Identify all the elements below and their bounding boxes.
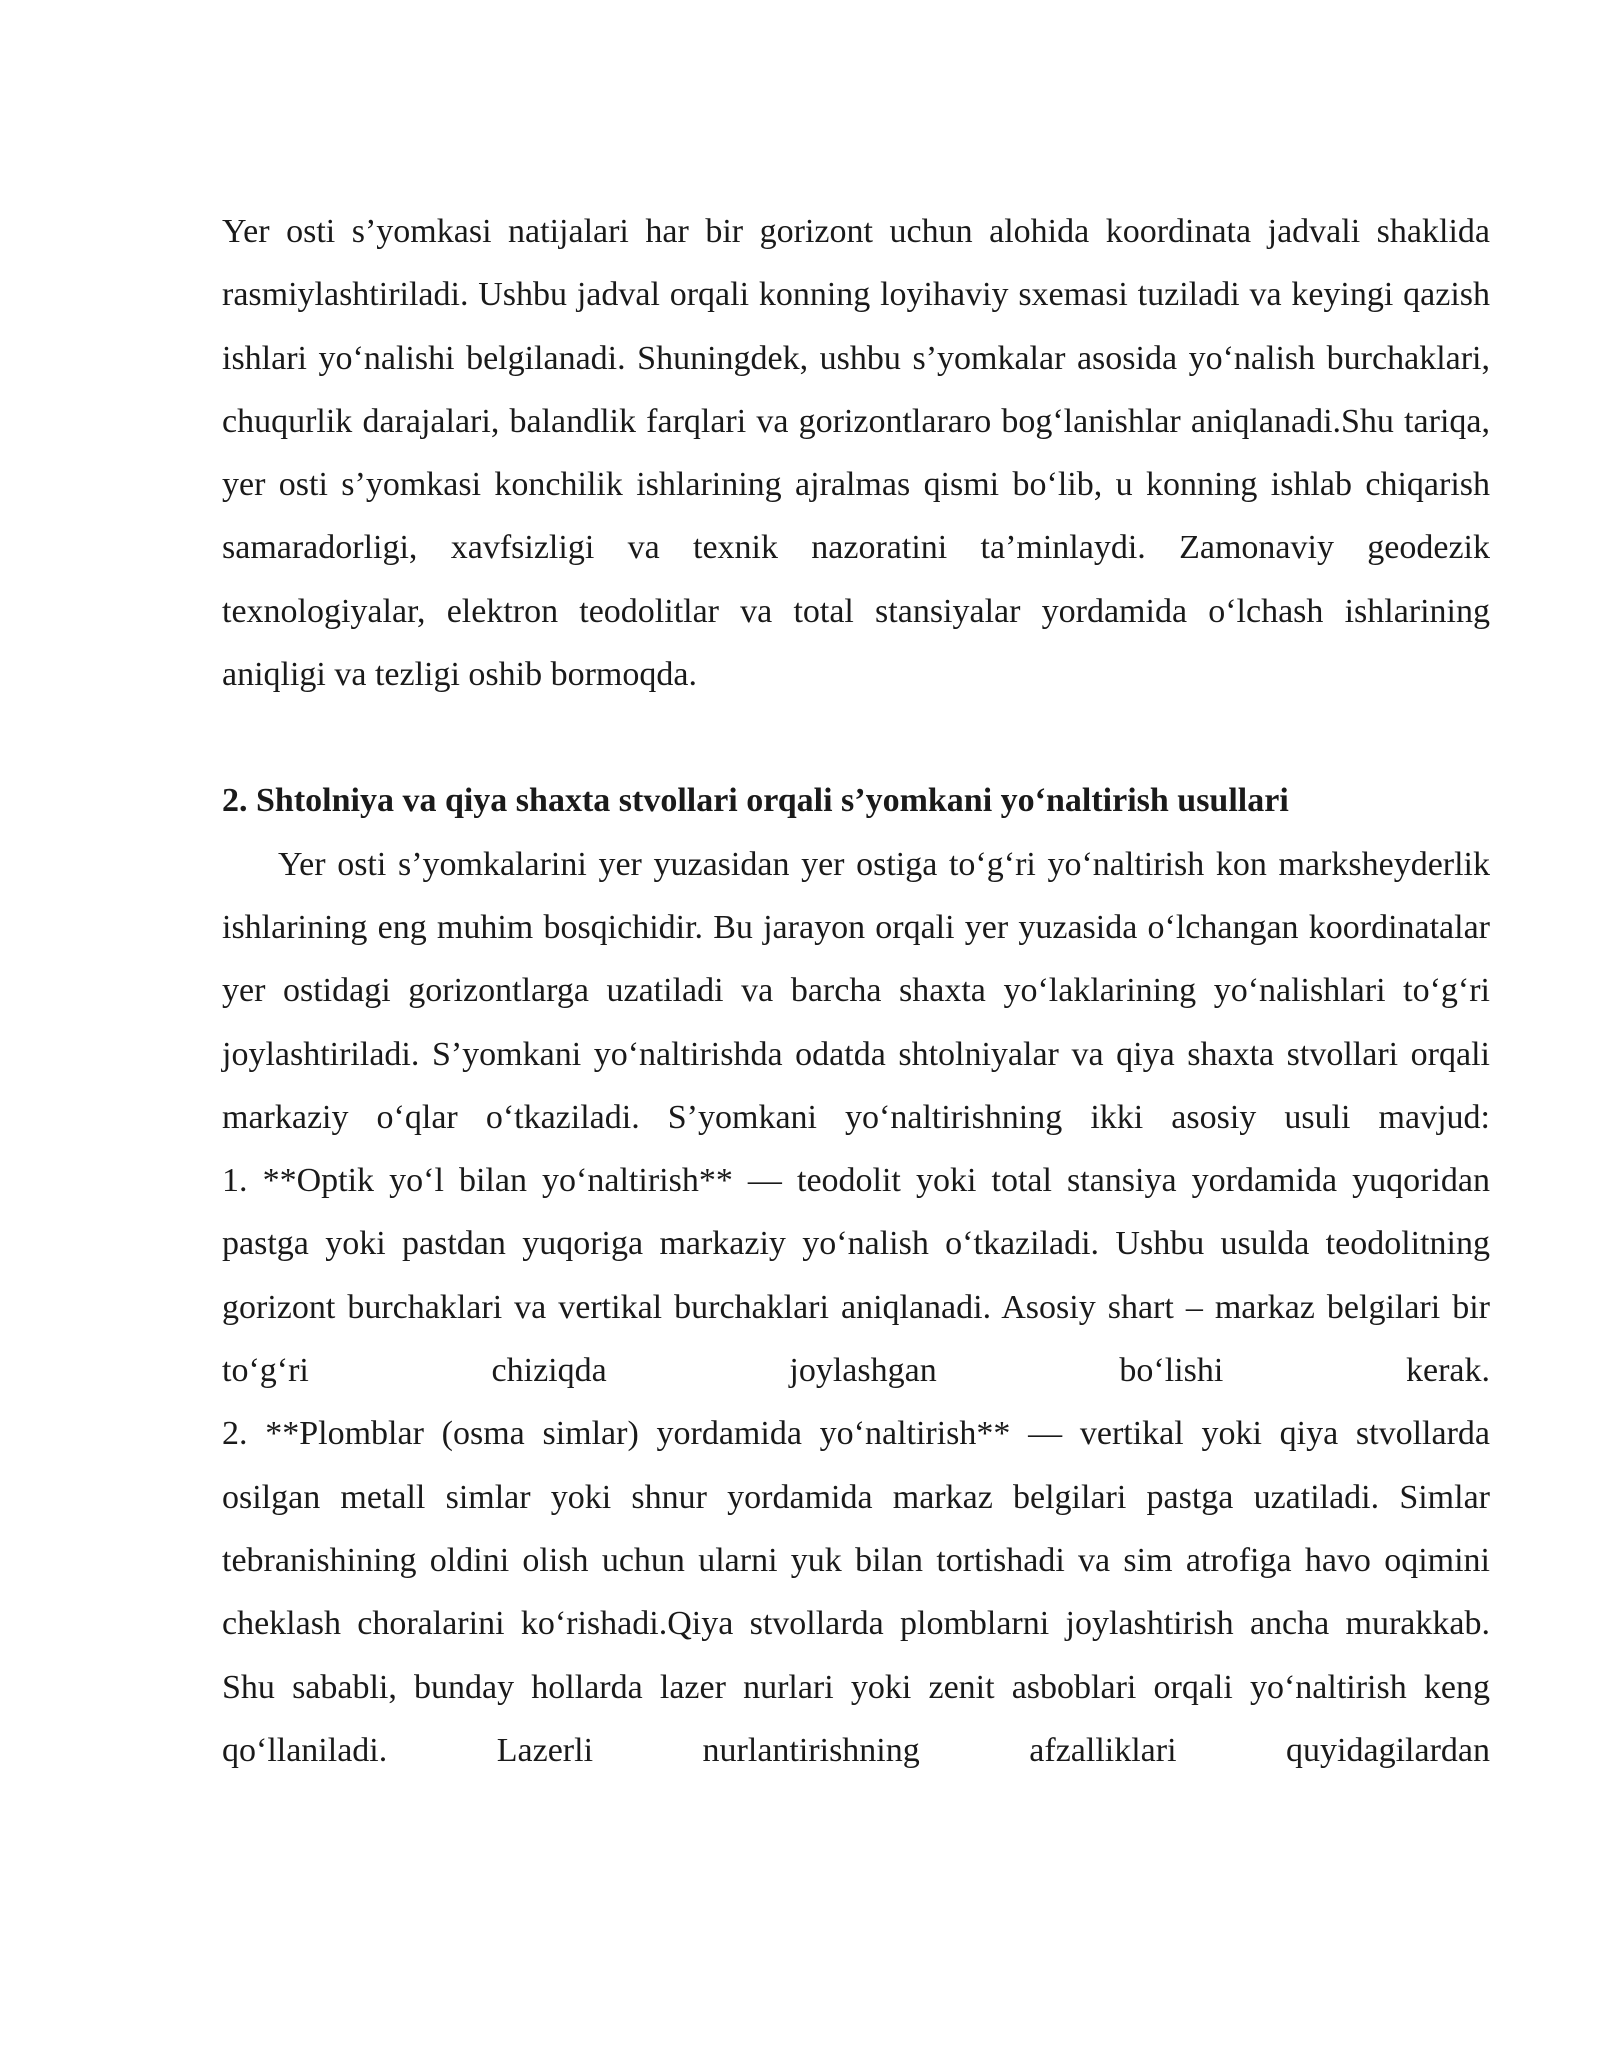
paragraph-optical-method: 1. **Optik yo‘l bilan yo‘naltirish** — teodolit yoki total stansiya yordamida yuqoridan pastga yoki pastdan yuqoriga markaziy yo‘nalish o‘tkaziladi. Ushbu usulda teodolitning gorizont burchaklari va vertikal burchaklari aniqlanadi. Asosiy shart – markaz belgilari bir to‘g‘ri chiziqda joylashgan bo‘lishi kerak.	[222, 1162, 1490, 1390]
paragraph-coordinate-tables: Yer osti s’yomkasi natijalari har bir gorizont uchun alohida koordinata jadvali shaklida rasmiylashtiriladi. Ushbu jadval orqali konning loyihaviy sxemasi tuziladi va keyingi qazish ishlari yo‘nalishi belgilanadi. Shuningdek, ushbu s’yomkalar asosida yo‘nalish burchaklari, chuqurlik darajalari, balandlik farqlari va gorizontlararo bog‘lanishlar aniqlanadi.Shu tariqa, yer osti s’yomkasi konchilik ishlarining ajralmas qismi bo‘lib, u konning ishlab chiqarish samaradorligi, xavfsizligi va texnik nazoratini ta’minlaydi. Zamonaviy geodezik texnologiyalar, elektron teodolitlar va total stansiyalar yordamida o‘lchash ishlarining aniqligi va tezligi oshib bormoqda.	[222, 213, 1490, 694]
section-heading: 2. Shtolniya va qiya shaxta stvollari orqali s’yomkani yo‘naltirish usullari	[222, 782, 1289, 820]
paragraph-plumb-method: 2. **Plomblar (osma simlar) yordamida yo‘naltirish** — vertikal yoki qiya stvollarda osilgan metall simlar yoki shnur yordamida markaz belgilari pastga uzatiladi. Simlar tebranishining oldini olish uchun ularni yuk bilan tortishadi va sim atrofiga havo oqimini cheklash choralarini ko‘rishadi.Qiya stvollarda plomblarni joylashtirish ancha murakkab. Shu sababli, bunday hollarda lazer nurlari yoki zenit asboblari orqali yo‘naltirish keng qo‘llaniladi. Lazerli nurlantirishning afzalliklari quyidagilardan	[222, 1415, 1490, 1769]
paragraph-orientation-intro: Yer osti s’yomkalarini yer yuzasidan yer ostiga to‘g‘ri yo‘naltirish kon marksheyderlik ishlarining eng muhim bosqichidir. Bu jarayon orqali yer yuzasida o‘lchangan koordinatalar yer ostidagi gorizontlarga uzatiladi va barcha shaxta yo‘laklarining yo‘nalishlari to‘g‘ri joylashtiriladi. S’yomkani yo‘naltirishda odatda shtolniyalar va qiya shaxta stvollari orqali markaziy o‘qlar o‘tkaziladi. S’yomkani yo‘naltirishning ikki asosiy usuli mavjud:	[222, 845, 1490, 1136]
document-page	[222, 200, 1490, 1782]
